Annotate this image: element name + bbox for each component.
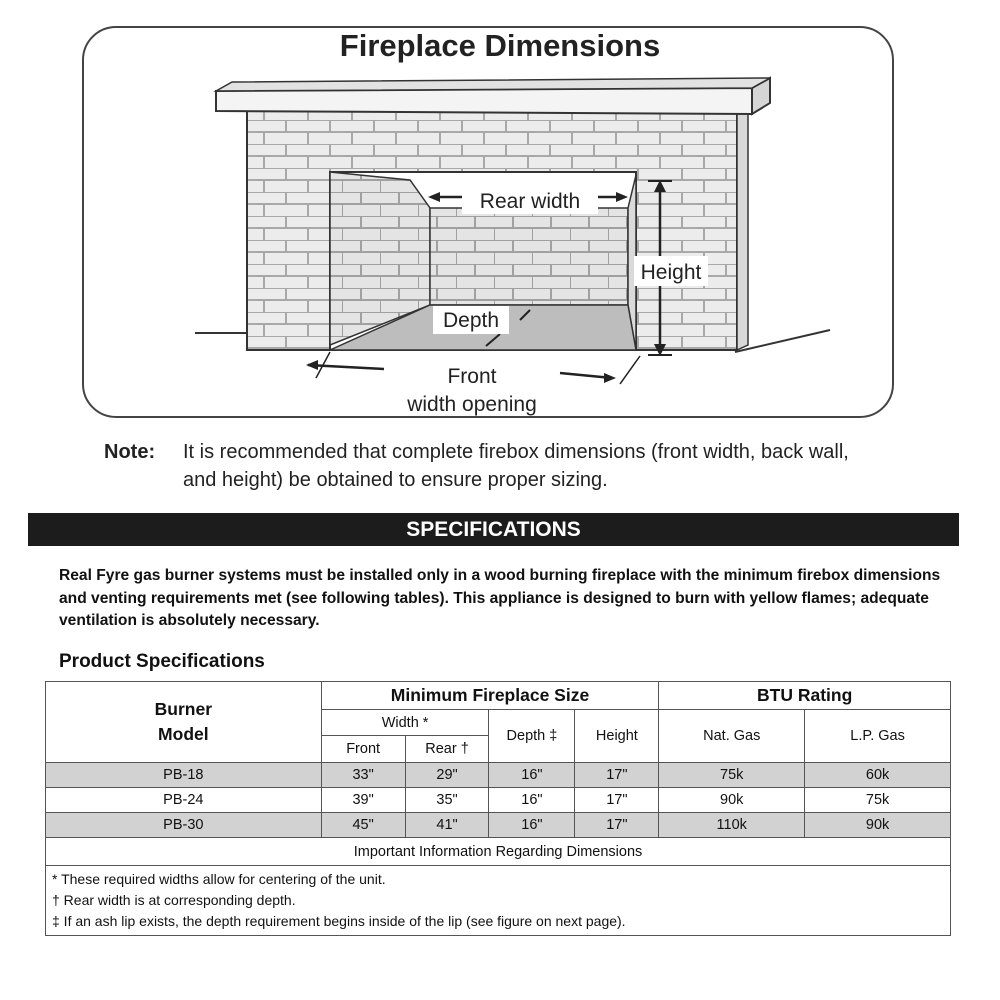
cell-height: 17" (575, 763, 659, 788)
label-front: Front (447, 365, 497, 388)
fireplace-diagram (0, 0, 1000, 430)
label-rear-width: Rear width (479, 190, 581, 213)
footnote-depth: ‡ If an ash lip exists, the depth requirement begins inside of the lip (see figure on next page). (52, 913, 626, 929)
header-front: Front (321, 736, 405, 763)
footnote-widths: * These required widths allow for centering of the unit. (52, 871, 386, 887)
header-height: Height (575, 710, 659, 763)
firebox-back-wall (430, 208, 628, 305)
header-lp-gas: L.P. Gas (805, 710, 951, 763)
footnote-rear: † Rear width is at corresponding depth. (52, 892, 296, 908)
note-label: Note: (104, 441, 156, 463)
cell-nat-gas: 110k (659, 813, 805, 838)
label-depth: Depth (442, 309, 500, 332)
cell-front: 39" (321, 788, 405, 813)
cell-nat-gas: 75k (659, 763, 805, 788)
cell-lp-gas: 90k (805, 813, 951, 838)
cell-lp-gas: 60k (805, 763, 951, 788)
table-row (46, 763, 951, 788)
figure-title: Fireplace Dimensions (339, 28, 661, 63)
specifications-header: SPECIFICATIONS (28, 513, 959, 546)
intro-paragraph: Real Fyre gas burner systems must be installed only in a wood burning fireplace with the minimum firebox dimensions and venting requirements met (see following tables). This appliance is designed to burn with yellow flames; adequate ventilation is absolutely necessary. (59, 567, 941, 629)
header-width: Width * (321, 710, 489, 736)
cell-depth: 16" (489, 763, 575, 788)
cell-depth: 16" (489, 788, 575, 813)
header-rear: Rear † (405, 736, 489, 763)
mantel-top (216, 78, 770, 91)
cell-lp-gas: 75k (805, 788, 951, 813)
wall-side (737, 102, 748, 350)
footnotes (46, 866, 951, 936)
label-front-width-opening: width opening (407, 393, 537, 416)
header-min-fireplace-size: Minimum Fireplace Size (321, 682, 659, 710)
cell-model: PB-24 (46, 788, 322, 813)
cell-rear: 41" (405, 813, 489, 838)
mantel (216, 88, 752, 114)
table-row (46, 813, 951, 838)
cell-height: 17" (575, 788, 659, 813)
product-specifications-title: Product Specifications (59, 651, 265, 672)
cell-front: 33" (321, 763, 405, 788)
cell-depth: 16" (489, 813, 575, 838)
floor-line-right (735, 330, 830, 352)
cell-model: PB-30 (46, 813, 322, 838)
table-row (46, 788, 951, 813)
header-nat-gas: Nat. Gas (659, 710, 805, 763)
label-height: Height (640, 261, 702, 284)
important-info-title: Important Information Regarding Dimensions (46, 838, 951, 866)
cell-nat-gas: 90k (659, 788, 805, 813)
cell-model: PB-18 (46, 763, 322, 788)
note-text: It is recommended that complete firebox dimensions (front width, back wall, and height) be obtained to ensure proper sizing. (183, 441, 849, 491)
cell-height: 17" (575, 813, 659, 838)
cell-rear: 29" (405, 763, 489, 788)
cell-rear: 35" (405, 788, 489, 813)
product-specifications-table (45, 681, 951, 936)
header-btu-rating: BTU Rating (659, 682, 951, 710)
cell-front: 45" (321, 813, 405, 838)
front-arrow-left (308, 365, 384, 369)
header-burner-model: Burner Model (46, 682, 322, 763)
header-depth: Depth ‡ (489, 710, 575, 763)
